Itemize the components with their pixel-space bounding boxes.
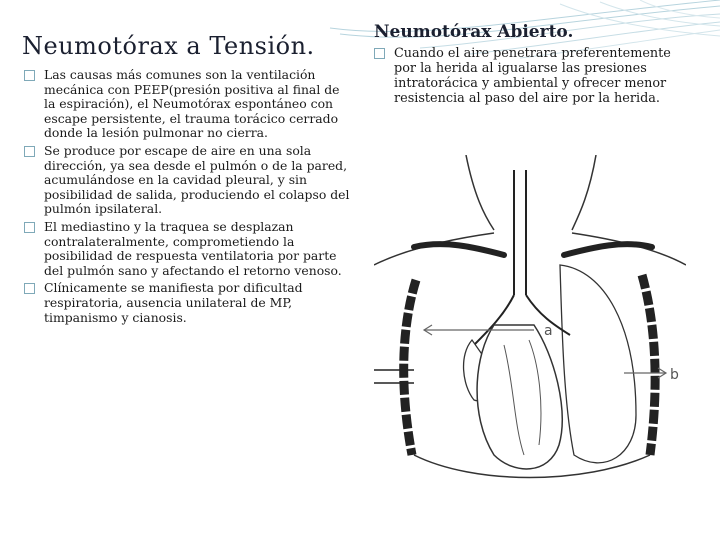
figure-label-b: b <box>670 367 679 383</box>
figure-label-a: a <box>544 323 553 339</box>
tension-bullet-list <box>24 68 354 328</box>
square-bullet-icon <box>24 70 35 81</box>
list-item <box>24 68 354 141</box>
bullet-text: Las causas más comunes son la ventilación mecánica con PEEP(presión positiva al final de la espiración), el Neumotórax espontáneo con escape persistente, el trauma torácico cerrado donde la lesión pulmonar no cierra. <box>44 67 340 141</box>
square-bullet-icon <box>24 146 35 157</box>
square-bullet-icon <box>374 48 385 59</box>
bullet-text: Se produce por escape de aire en una sola dirección, ya sea desde el pulmón o de la pared, acumulándose en la cavidad pleural, y sin posibilidad de salida, produciendo el colapso del pulmón ipsilateral. <box>44 142 350 217</box>
bullet-text: El mediastino y la traquea se desplazan contralateralmente, comprometiendo la posibilidad de respuesta ventilatoria por parte del pulmón sano y afectando el retorno venoso. <box>44 218 342 278</box>
list-item <box>24 220 354 278</box>
list-item <box>374 46 694 106</box>
slide-title-tension: Neumotórax a Tensión. <box>22 32 315 60</box>
open-pneumothorax-illustration <box>374 155 686 528</box>
open-bullet-list <box>374 46 694 109</box>
square-bullet-icon <box>24 222 35 233</box>
slide-title-open: Neumotórax Abierto. <box>374 22 574 42</box>
bullet-text: Clínicamente se manifiesta por dificultad respiratoria, ausencia unilateral de MP, timpanismo y cianosis. <box>44 280 303 325</box>
list-item <box>24 144 354 217</box>
square-bullet-icon <box>24 283 35 294</box>
bullet-text: Cuando el aire penetrara preferentemente por la herida al igualarse las presiones intratorácica y ambiental y ofrecer menor resistencia al paso del aire por la herida. <box>394 46 671 106</box>
list-item <box>24 281 354 325</box>
